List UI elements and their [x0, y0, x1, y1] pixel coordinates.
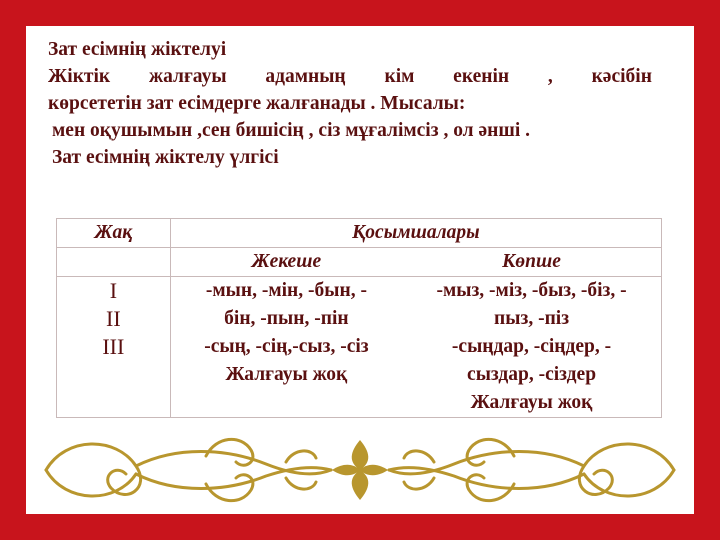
declension-table [56, 218, 662, 418]
header-singular: Жекеше [170, 248, 402, 277]
rule-word: , [547, 66, 553, 87]
example-line: мен оқушымын ,сен бишісің , сіз мұғалімсіз , ол әнші . [52, 120, 531, 141]
rule-word: кәсібін [591, 66, 652, 87]
suffix-line: пыз, -піз [494, 308, 570, 329]
singular-suffixes-cell [170, 277, 402, 418]
person-label: II [106, 306, 121, 331]
gold-scroll-ornament [26, 426, 694, 514]
rule-word: Жіктік [48, 66, 111, 87]
table-row [57, 219, 662, 248]
text-block [48, 36, 678, 171]
header-person: Жақ [57, 219, 171, 248]
rule-word: адамның [265, 66, 346, 87]
suffix-line: сыздар, -сіздер [467, 364, 597, 385]
suffix-line: -сыңдар, -сіңдер, - [451, 336, 612, 357]
plural-suffixes-cell [402, 277, 661, 418]
table-row [57, 248, 662, 277]
sample-title-line: Зат есімнің жіктелу үлгісі [52, 147, 279, 168]
header-plural: Көпше [402, 248, 661, 277]
suffix-line: -сың, -сің,-сыз, -сіз [204, 336, 369, 357]
table-row [57, 277, 662, 418]
persons-cell [57, 277, 171, 418]
content-panel [26, 26, 694, 514]
suffix-line: -мын, -мін, -бын, - [205, 280, 367, 301]
empty-cell [57, 248, 171, 277]
rule-word: екенін [453, 66, 510, 87]
suffix-line: Жалғауы жоқ [470, 392, 593, 413]
rule-line-2: көрсететін зат есімдерге жалғанады . Мысалы: [48, 93, 466, 114]
rule-word: кім [384, 66, 415, 87]
title-line: Зат есімнің жіктелуі [48, 39, 227, 60]
suffix-line: -мыз, -міз, -быз, -біз, - [436, 280, 627, 301]
header-suffixes: Қосымшалары [170, 219, 661, 248]
person-label: III [102, 334, 125, 359]
suffix-line: Жалғауы жоқ [225, 364, 348, 385]
suffix-line: бін, -пын, -пін [224, 308, 349, 329]
rule-line-1 [48, 63, 652, 90]
person-label: I [109, 278, 118, 303]
rule-word: жалғауы [148, 66, 227, 87]
